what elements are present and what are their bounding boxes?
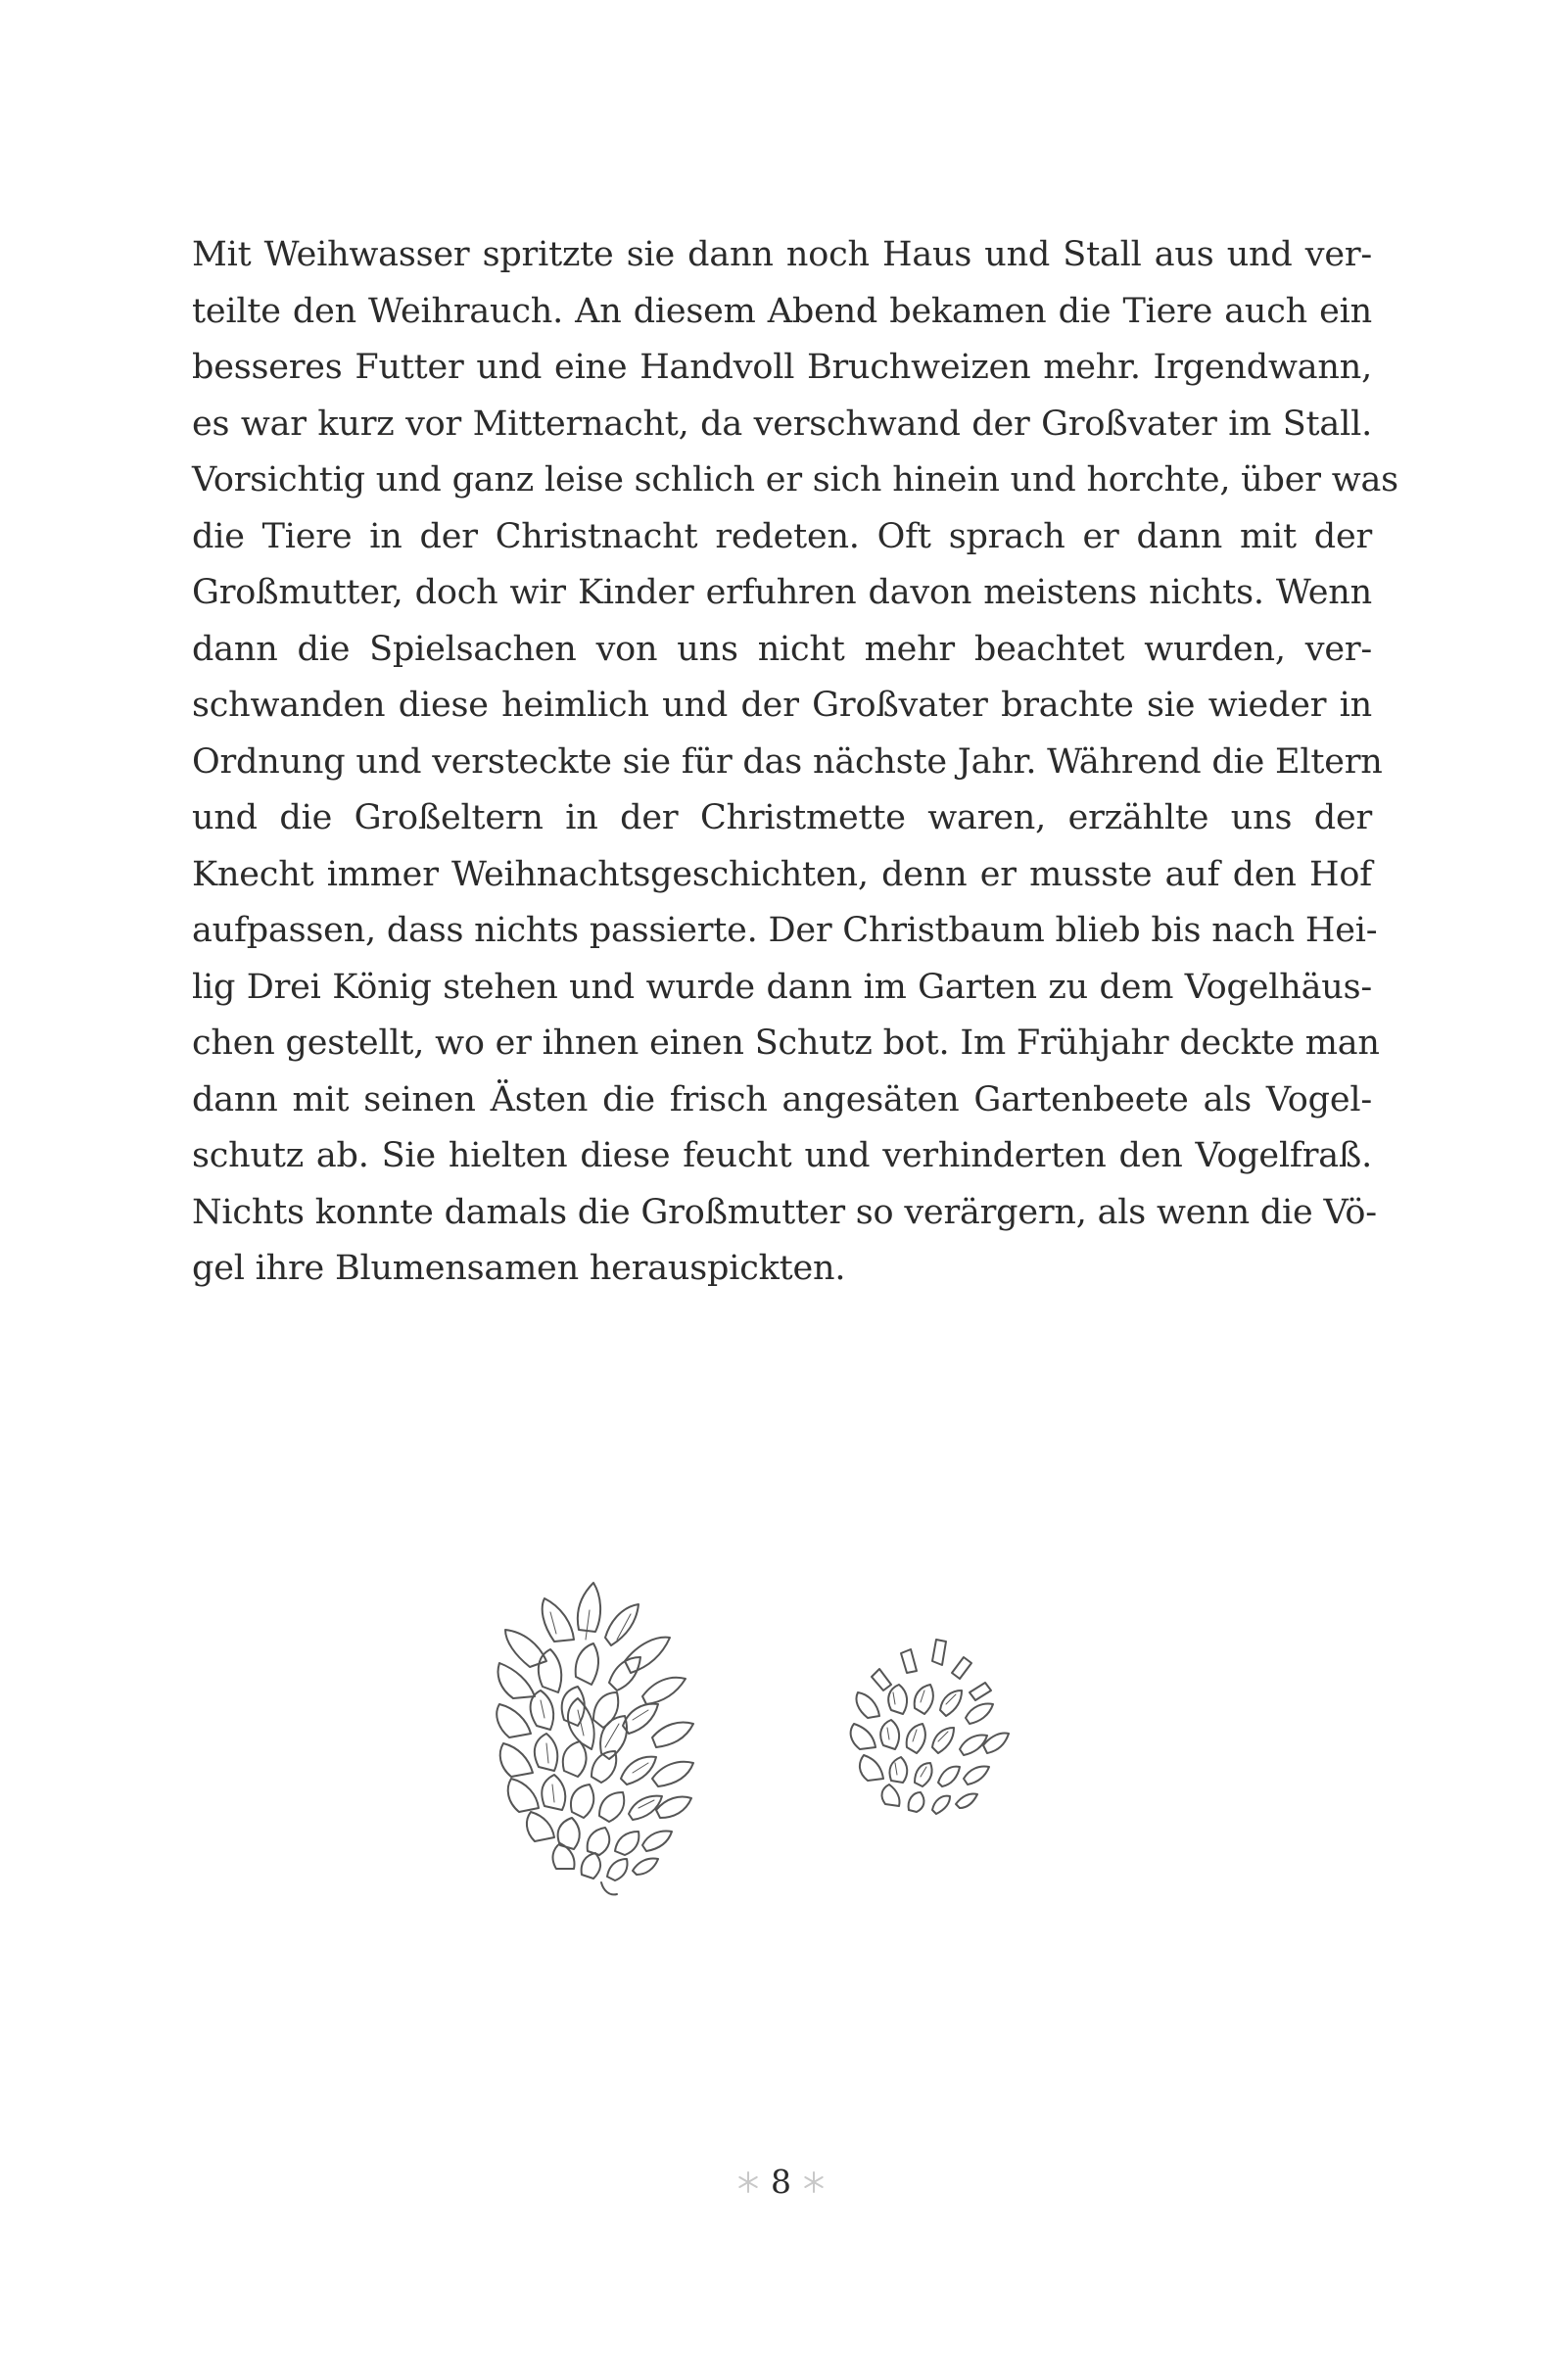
small-pine-cone-icon: [851, 1640, 1009, 1814]
page-footer: [0, 2155, 1562, 2210]
body-line: Großmutter, doch wir Kinder erfuhren davon meistens nichts. Wenn: [192, 573, 1372, 612]
body-line: Vorsichtig und ganz leise schlich er sich hinein und horchte, über was: [192, 460, 1398, 500]
snowflake-icon: [803, 2171, 825, 2193]
page-number: 8: [771, 2163, 791, 2201]
snowflake-icon: [737, 2171, 759, 2193]
body-line: Mit Weihwasser spritzte sie dann noch Haus und Stall aus und ver-: [192, 235, 1372, 274]
body-line: Nichts konnte damals die Großmutter so verärgern, als wenn die Vö-: [192, 1192, 1377, 1232]
pine-cones-illustration: [496, 1571, 1059, 1933]
body-line: dann mit seinen Ästen die frisch angesäten Gartenbeete als Vogel-: [192, 1079, 1372, 1119]
body-line: die Tiere in der Christnacht redeten. Oft sprach er dann mit der: [192, 516, 1372, 556]
body-line: aufpassen, dass nichts passierte. Der Christbaum blieb bis nach Hei-: [192, 911, 1378, 950]
body-line: gel ihre Blumensamen herauspickten.: [192, 1249, 846, 1288]
body-line: lig Drei König stehen und wurde dann im Garten zu dem Vogelhäus-: [192, 967, 1372, 1007]
body-line: chen gestellt, wo er ihnen einen Schutz bot. Im Frühjahr deckte man: [192, 1023, 1380, 1063]
pine-cones-drawing: [496, 1571, 1059, 1933]
body-line: Ordnung und versteckte sie für das nächste Jahr. Während die Eltern: [192, 741, 1383, 782]
body-line: teilte den Weihrauch. An diesem Abend bekamen die Tiere auch ein: [192, 291, 1372, 331]
body-line: und die Großeltern in der Christmette waren, erzählte uns der: [192, 798, 1372, 837]
body-line: Knecht immer Weihnachtsgeschichten, denn er musste auf den Hof: [192, 854, 1372, 894]
body-line: schwanden diese heimlich und der Großvater brachte sie wieder in: [192, 686, 1372, 725]
body-line: schutz ab. Sie hielten diese feucht und verhinderten den Vogelfraß.: [192, 1136, 1372, 1175]
body-text: [192, 227, 1398, 1298]
body-line: dann die Spielsachen von uns nicht mehr beachtet wurden, ver-: [192, 629, 1372, 669]
body-line: es war kurz vor Mitternacht, da verschwand der Großvater im Stall.: [192, 404, 1372, 444]
body-line: besseres Futter und eine Handvoll Bruchweizen mehr. Irgendwann,: [192, 348, 1372, 387]
large-pine-cone-icon: [497, 1583, 693, 1894]
